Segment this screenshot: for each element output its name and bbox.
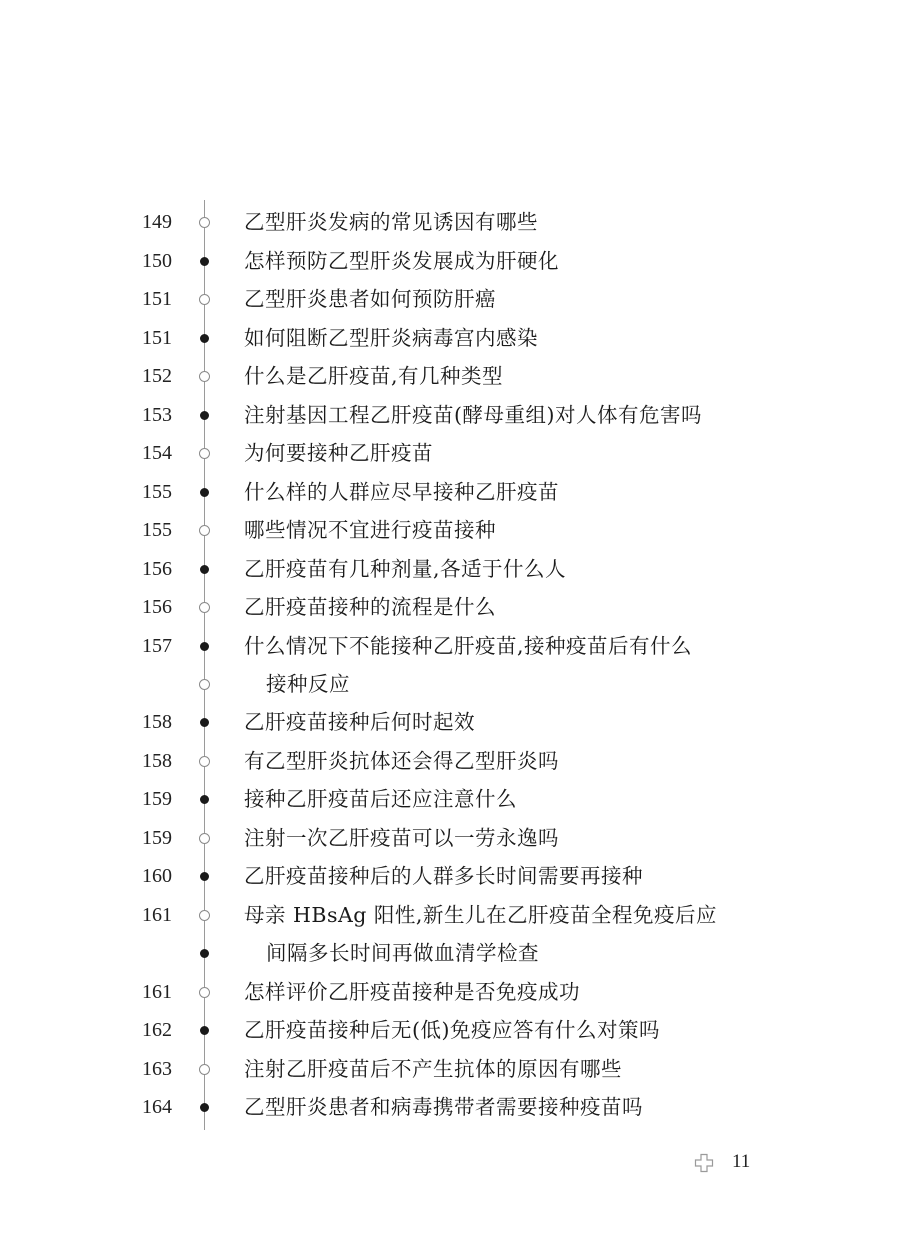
timeline-open-dot-icon <box>199 679 210 690</box>
entry-title: 注射基因工程乙肝疫苗(酵母重组)对人体有危害吗 <box>244 403 702 427</box>
entry-page-number: 156 <box>142 596 172 618</box>
entry-page-number: 156 <box>142 558 172 580</box>
entry-page-number: 163 <box>142 1058 172 1080</box>
entry-title-continuation: 接种反应 <box>266 672 350 696</box>
toc-entry[interactable] <box>0 742 900 780</box>
entry-title: 乙肝疫苗接种后无(低)免疫应答有什么对策吗 <box>244 1018 660 1042</box>
entry-title: 乙肝疫苗接种后何时起效 <box>244 710 475 734</box>
entry-page-number: 155 <box>142 481 172 503</box>
entry-page-number: 159 <box>142 788 172 810</box>
timeline-open-dot-icon <box>199 371 210 382</box>
toc-entry[interactable] <box>0 1011 900 1049</box>
timeline-open-dot-icon <box>199 294 210 305</box>
timeline-filled-dot-icon <box>200 257 209 266</box>
toc-entry-continuation[interactable] <box>0 665 900 703</box>
toc-entry[interactable] <box>0 703 900 741</box>
entry-page-number: 149 <box>142 211 172 233</box>
toc-entry[interactable] <box>0 511 900 549</box>
timeline-open-dot-icon <box>199 987 210 998</box>
entry-title: 什么是乙肝疫苗,有几种类型 <box>244 364 504 388</box>
timeline-filled-dot-icon <box>200 718 209 727</box>
entry-title: 注射一次乙肝疫苗可以一劳永逸吗 <box>244 826 559 850</box>
timeline-filled-dot-icon <box>200 488 209 497</box>
timeline-open-dot-icon <box>199 756 210 767</box>
timeline-filled-dot-icon <box>200 565 209 574</box>
entry-page-number: 157 <box>142 635 172 657</box>
entry-title: 乙肝疫苗有几种剂量,各适于什么人 <box>244 557 567 581</box>
entry-title: 怎样预防乙型肝炎发展成为肝硬化 <box>244 249 559 273</box>
entry-title: 有乙型肝炎抗体还会得乙型肝炎吗 <box>244 749 559 773</box>
timeline-filled-dot-icon <box>200 1026 209 1035</box>
page-number: 11 <box>732 1151 751 1172</box>
toc-entry-continuation[interactable] <box>0 934 900 972</box>
timeline-open-dot-icon <box>199 1064 210 1075</box>
timeline-filled-dot-icon <box>200 411 209 420</box>
cross-outline-icon <box>694 1153 714 1173</box>
toc-entry[interactable] <box>0 588 900 626</box>
entry-title-continuation: 间隔多长时间再做血清学检查 <box>266 941 539 965</box>
entry-page-number: 150 <box>142 250 172 272</box>
entry-page-number: 161 <box>142 904 172 926</box>
toc-entry[interactable] <box>0 473 900 511</box>
toc-entry[interactable] <box>0 1088 900 1126</box>
entry-page-number: 161 <box>142 981 172 1003</box>
toc-entry[interactable] <box>0 280 900 318</box>
toc-entry[interactable] <box>0 203 900 241</box>
toc-entry[interactable] <box>0 819 900 857</box>
timeline-filled-dot-icon <box>200 795 209 804</box>
entry-title: 为何要接种乙肝疫苗 <box>244 441 433 465</box>
timeline-filled-dot-icon <box>200 949 209 958</box>
entry-title: 乙型肝炎患者如何预防肝癌 <box>244 287 496 311</box>
timeline-open-dot-icon <box>199 602 210 613</box>
entry-page-number: 160 <box>142 865 172 887</box>
entry-title: 什么样的人群应尽早接种乙肝疫苗 <box>244 480 559 504</box>
toc-entry[interactable] <box>0 627 900 665</box>
entry-page-number: 164 <box>142 1096 172 1118</box>
entry-title: 乙型肝炎患者和病毒携带者需要接种疫苗吗 <box>244 1095 643 1119</box>
entry-title: 什么情况下不能接种乙肝疫苗,接种疫苗后有什么 <box>244 634 693 658</box>
entry-page-number: 153 <box>142 404 172 426</box>
timeline-filled-dot-icon <box>200 872 209 881</box>
toc-entry[interactable] <box>0 242 900 280</box>
timeline-open-dot-icon <box>199 910 210 921</box>
toc-entry[interactable] <box>0 973 900 1011</box>
toc-entry[interactable] <box>0 1050 900 1088</box>
entry-page-number: 158 <box>142 750 172 772</box>
entry-title: 乙肝疫苗接种后的人群多长时间需要再接种 <box>244 864 643 888</box>
toc-entry[interactable] <box>0 319 900 357</box>
toc-entry[interactable] <box>0 396 900 434</box>
entry-page-number: 159 <box>142 827 172 849</box>
entry-page-number: 151 <box>142 327 172 349</box>
timeline-filled-dot-icon <box>200 642 209 651</box>
entry-title: 接种乙肝疫苗后还应注意什么 <box>244 787 517 811</box>
entry-page-number: 158 <box>142 711 172 733</box>
entry-title: 母亲 HBsAg 阳性,新生儿在乙肝疫苗全程免疫后应 <box>244 903 717 927</box>
timeline-open-dot-icon <box>199 448 210 459</box>
timeline-open-dot-icon <box>199 833 210 844</box>
entry-title: 怎样评价乙肝疫苗接种是否免疫成功 <box>244 980 580 1004</box>
timeline-open-dot-icon <box>199 217 210 228</box>
entry-title: 哪些情况不宜进行疫苗接种 <box>244 518 496 542</box>
toc-entry[interactable] <box>0 896 900 934</box>
timeline-filled-dot-icon <box>200 1103 209 1112</box>
entry-page-number: 151 <box>142 288 172 310</box>
entry-title: 乙肝疫苗接种的流程是什么 <box>244 595 496 619</box>
timeline-filled-dot-icon <box>200 334 209 343</box>
entry-page-number: 162 <box>142 1019 172 1041</box>
toc-entry[interactable] <box>0 357 900 395</box>
entry-page-number: 152 <box>142 365 172 387</box>
timeline-open-dot-icon <box>199 525 210 536</box>
entry-page-number: 154 <box>142 442 172 464</box>
toc-entry[interactable] <box>0 857 900 895</box>
entry-page-number: 155 <box>142 519 172 541</box>
toc-entry[interactable] <box>0 434 900 472</box>
entry-title: 如何阻断乙型肝炎病毒宫内感染 <box>244 326 538 350</box>
toc-entry[interactable] <box>0 780 900 818</box>
entry-title: 注射乙肝疫苗后不产生抗体的原因有哪些 <box>244 1057 622 1081</box>
entry-title: 乙型肝炎发病的常见诱因有哪些 <box>244 210 538 234</box>
toc-entry[interactable] <box>0 550 900 588</box>
